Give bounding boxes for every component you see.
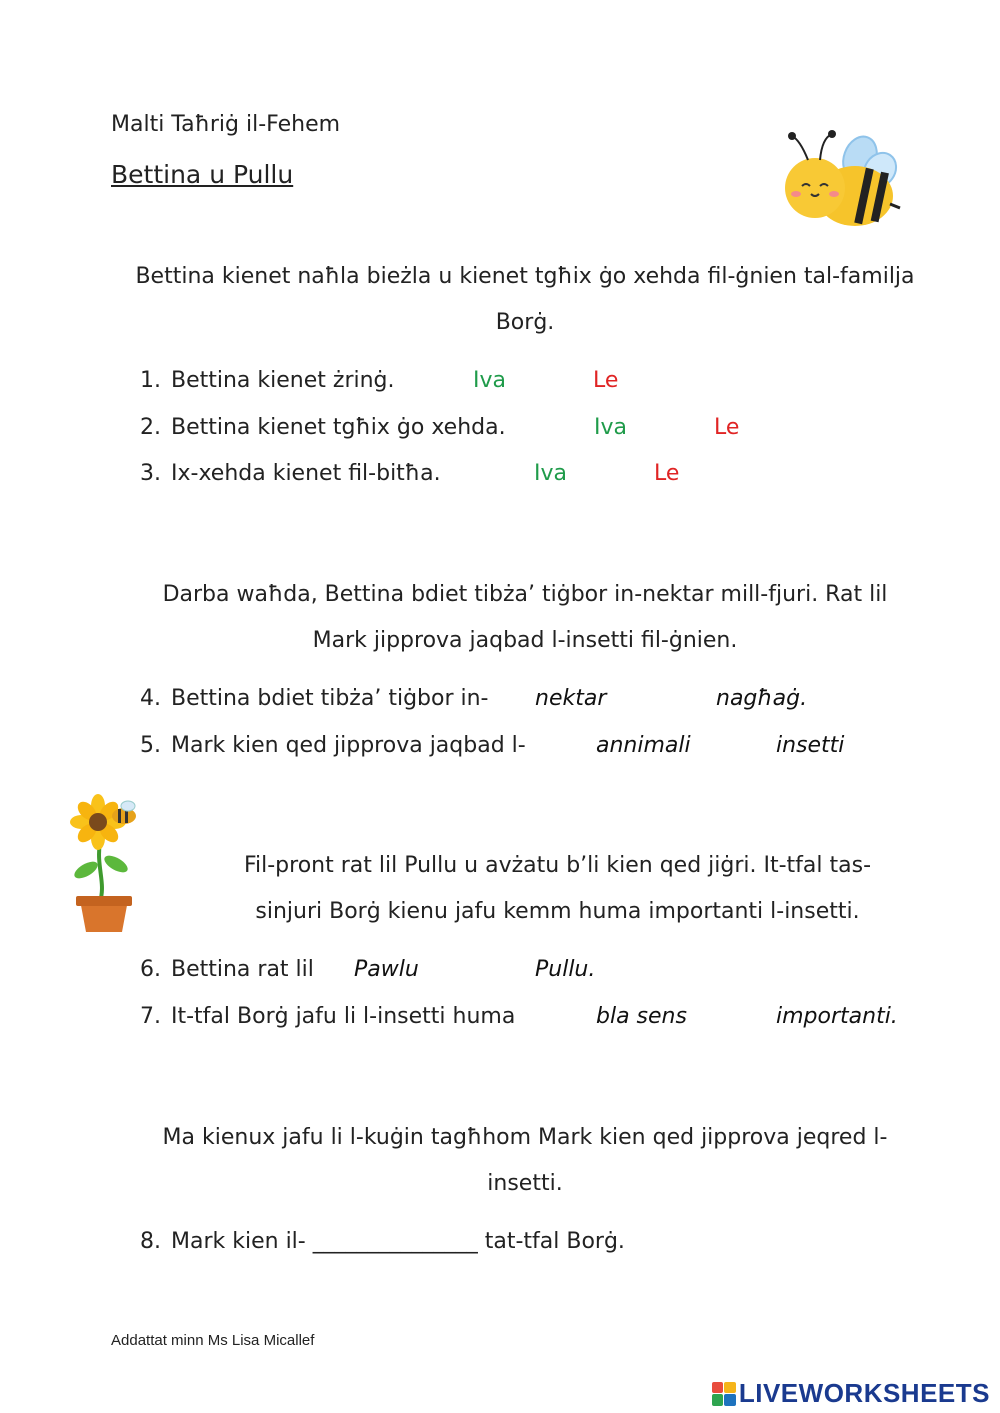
question-number: 6. xyxy=(140,957,161,982)
story-paragraph-1 xyxy=(100,254,950,346)
question-number: 7. xyxy=(140,1004,161,1029)
option-le[interactable]: Le xyxy=(654,461,680,486)
paragraph-line: Fil-pront rat lil Pullu u avżatu b’li kien qed jiġri. It-tfal tas- xyxy=(243,853,872,878)
fill-in-blank-text[interactable]: Mark kien il- _______________ tat-tfal Borġ. xyxy=(171,1229,625,1254)
paragraph-line: insetti. xyxy=(487,1171,563,1196)
option-iva[interactable]: Iva xyxy=(534,461,567,486)
question-number: 3. xyxy=(140,461,161,486)
paragraph-line: sinjuri Borġ kienu jafu kemm huma importanti l-insetti. xyxy=(255,899,860,924)
page-title: Bettina u Pullu xyxy=(111,160,294,189)
question-text: Bettina bdiet tibża’ tiġbor in- xyxy=(171,686,489,711)
brand-text: LIVEWORKSHEETS xyxy=(738,1378,990,1408)
question-text: Ix-xehda kienet fil-bitħa. xyxy=(171,461,441,486)
option-iva[interactable]: Iva xyxy=(473,368,506,393)
question-text: Bettina kienet żrinġ. xyxy=(171,368,395,393)
question-number: 2. xyxy=(140,415,161,440)
brand-grid-icon xyxy=(712,1382,736,1406)
story-paragraph-3 xyxy=(200,843,915,935)
option-a[interactable]: nektar xyxy=(535,686,607,711)
option-b[interactable]: importanti. xyxy=(776,1004,898,1029)
question-text: Bettina kienet tgħix ġo xehda. xyxy=(171,415,506,440)
option-b[interactable]: insetti xyxy=(776,733,845,758)
question-number: 8. xyxy=(140,1229,161,1254)
option-a[interactable]: annimali xyxy=(596,733,691,758)
option-b[interactable]: nagħaġ. xyxy=(716,686,808,711)
option-a[interactable]: Pawlu xyxy=(354,957,419,982)
question-number: 1. xyxy=(140,368,161,393)
question-number: 4. xyxy=(140,686,161,711)
option-b[interactable]: Pullu. xyxy=(535,957,596,982)
paragraph-line: Ma kienux jafu li l-kuġin tagħhom Mark kien qed jipprova jeqred l- xyxy=(162,1125,888,1150)
liveworksheets-logo xyxy=(712,1378,990,1409)
flower-pot-icon xyxy=(58,792,158,937)
bee-icon xyxy=(780,128,905,238)
question-text: Mark kien qed jipprova jaqbad l- xyxy=(171,733,526,758)
story-paragraph-2 xyxy=(100,572,950,664)
question-text: It-tfal Borġ jafu li l-insetti huma xyxy=(171,1004,516,1029)
paragraph-line: Darba waħda, Bettina bdiet tibża’ tiġbor in-nektar mill-fjuri. Rat lil xyxy=(162,582,888,607)
subject-heading: Malti Taħriġ il-Fehem xyxy=(111,112,341,137)
paragraph-line: Mark jipprova jaqbad l-insetti fil-ġnien. xyxy=(312,628,738,653)
question-text: Bettina rat lil xyxy=(171,957,314,982)
story-paragraph-4 xyxy=(100,1115,950,1207)
option-le[interactable]: Le xyxy=(593,368,619,393)
option-iva[interactable]: Iva xyxy=(594,415,627,440)
paragraph-line: Borġ. xyxy=(495,310,555,335)
option-a[interactable]: bla sens xyxy=(596,1004,687,1029)
option-le[interactable]: Le xyxy=(714,415,740,440)
question-number: 5. xyxy=(140,733,161,758)
author-credit: Addattat minn Ms Lisa Micallef xyxy=(111,1332,315,1349)
paragraph-line: Bettina kienet naħla bieżla u kienet tgħix ġo xehda fil-ġnien tal-familja xyxy=(135,264,915,289)
